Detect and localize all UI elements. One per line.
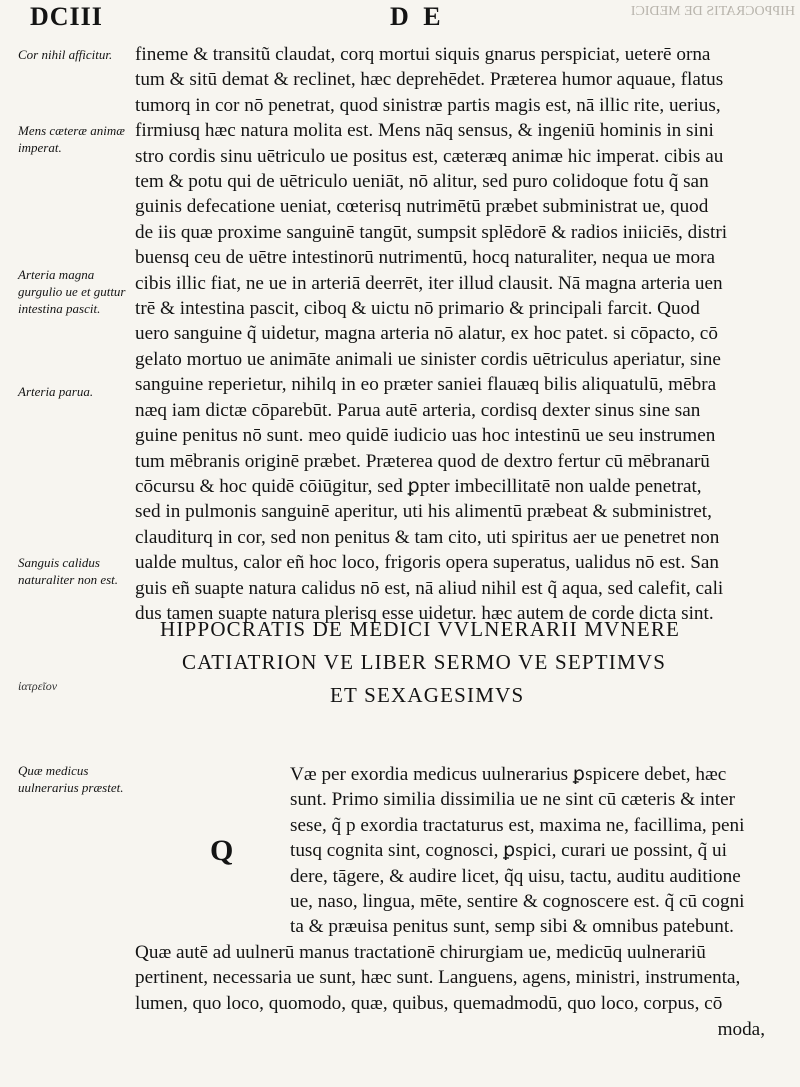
- final-line: [135, 1017, 765, 1042]
- text-line: sese, q̃ p exordia tractaturus est, maxima ne, facillima, peni: [290, 814, 745, 836]
- margin-note: Arteria parua.: [18, 384, 94, 399]
- text-line: cōcursu & hoc quidē cōiūgitur, sed ꝑpter imbecillitatē non ualde penetrat,: [135, 475, 702, 497]
- text-line: tumorq in cor nō penetrat, quod sinistræ partis magis est, nā illic rite, uerius,: [135, 94, 721, 116]
- text-line: guine penitus nō sunt. meo quidē iudicio uas hoc intestinū ue seu instrumen: [135, 425, 716, 447]
- text-line: pertinent, necessaria ue sunt, hæc sunt. Languens, agens, ministri, instrumenta,: [135, 967, 741, 989]
- text-line: cibis illic fiat, ne ue in arteriā deerrēt, iter illud clausit. Nā magna arteria uen: [135, 272, 723, 294]
- text-line: ue, naso, lingua, mēte, sentire & cognoscere est. q̃ cū cogni: [290, 891, 745, 913]
- margin-note: Sanguis calidus naturaliter non est.: [18, 555, 119, 587]
- heading-line: ET SEXAGESIMVS: [330, 683, 525, 707]
- text-line: næq iam dictæ cōparebūt. Parua autē arteria, cordisq dexter sinus sine san: [135, 399, 701, 421]
- margin-note-greek: ἰατρεῖον: [18, 679, 58, 693]
- chapter-heading: [160, 613, 760, 712]
- folio-number: DCIII: [30, 2, 103, 31]
- text-line: Quæ autē ad uulnerū manus tractationē chirurgiam ue, medicūq uulnerariū: [135, 942, 706, 963]
- bleed-through-text: HIPPOCRATIS DE MEDICI: [630, 4, 795, 19]
- text-line: lumen, quo loco, quomodo, quæ, quibus, quemadmodū, quo loco, corpus, cō: [135, 992, 723, 1014]
- running-head: [0, 0, 800, 30]
- text-line: moda,: [717, 1019, 765, 1040]
- text-line: gelato mortuo ue animāte animali ue sinister cordis uētriculus aperiatur, sine: [135, 348, 721, 370]
- text-line: trē & intestina pascit, ciboq & uictu nō primario & principali farcit. Quod: [135, 298, 700, 320]
- text-line: sanguine reperietur, nihilq in eo præter saniei flauæq bilis aliquatulū, mēbra: [135, 374, 717, 396]
- text-line: tem & potu qui de uētriculo ueniāt, nō alitur, sed puro colidoque fotu q̃ san: [135, 171, 709, 193]
- margin-note: Mens cæteræ animæ imperat.: [18, 123, 125, 155]
- text-line: guis eñ suapte natura calidus nō est, nā aliud nihil est q̃ aqua, sed calefit, cali: [135, 577, 724, 599]
- heading-line: HIPPOCRATIS DE MEDICI VVLNERARII MVNERE: [160, 617, 681, 641]
- margin-note: Arteria magna gurgulio ue et guttur intestina pascit.: [18, 267, 126, 316]
- text-line: sunt. Primo similia dissimilia ue ne sint cū cæteris & inter: [290, 789, 736, 811]
- drop-cap: Q: [210, 834, 234, 867]
- running-title: D E: [390, 2, 445, 31]
- chapter-text: [135, 940, 775, 1016]
- text-line: uero sanguine q̃ uidetur, magna arteria nō alatur, ex hoc patet. si cōpacto, cō: [135, 323, 718, 345]
- body-paragraph: [135, 42, 775, 626]
- text-line: tusq cognita sint, cognosci, ꝑspici, curari ue possint, q̃ ui: [290, 840, 727, 862]
- text-line: Væ per exordia medicus uulnerarius ꝑspicere debet, hæc: [290, 764, 727, 785]
- text-line: firmiusq hæc natura molita est. Mens nāq sensus, & ingeniū hominis in sini: [135, 120, 714, 142]
- text-line: stro cordis sinu uētriculo ue positus est, cæteræq animæ hic imperat. cibis au: [135, 145, 724, 167]
- chapter-opening: [290, 762, 768, 940]
- text-line: clauditurq in cor, sed non penitus & tam cito, uti spiritus aer ue penetret non: [135, 526, 720, 548]
- text-line: dus tamen suapte natura plerisq esse uidetur. hæc autem de corde dicta sint.: [135, 602, 714, 624]
- text-line: ualde multus, calor eñ hoc loco, frigoris opera superatus, ualidus nō est. San: [135, 552, 720, 574]
- margin-note: Quæ medicus uulnerarius præstet.: [18, 763, 124, 795]
- text-line: dere, tāgere, & audire licet, q̃q uisu, tactu, auditu auditione: [290, 865, 741, 887]
- margin-note: Cor nihil afficitur.: [18, 47, 113, 62]
- text-line: de iis quæ proxime sanguinē tangūt, sumpsit splēdorē & radios iniiciēs, distri: [135, 221, 728, 243]
- text-line: tum mēbranis originē præbet. Præterea quod de dextro fertur cū mēbranarū: [135, 450, 710, 472]
- text-line: sed in pulmonis sanguinē aperitur, uti his alimentū præbeat & subministret,: [135, 501, 712, 523]
- text-line: guinis defecatione ueniat, cœterisq nutrimētū præbet subministrat ue, quod: [135, 196, 709, 218]
- text-line: ta & præuisa penitus sunt, semp sibi & omnibus patebunt.: [290, 916, 734, 938]
- text-line: fineme & transitũ claudat, corq mortui siquis gnarus perspiciat, ueterē orna: [135, 44, 711, 65]
- heading-line: CATIATRION VE LIBER SERMO VE SEPTIMVS: [182, 650, 667, 674]
- text-line: buensq ceu de uētre intestinorū nutrimentū, hocq naturaliter, nequa ue mora: [135, 247, 715, 269]
- text-line: tum & sitū demat & reclinet, hæc deprehēdet. Præterea humor aquaue, flatus: [135, 69, 724, 91]
